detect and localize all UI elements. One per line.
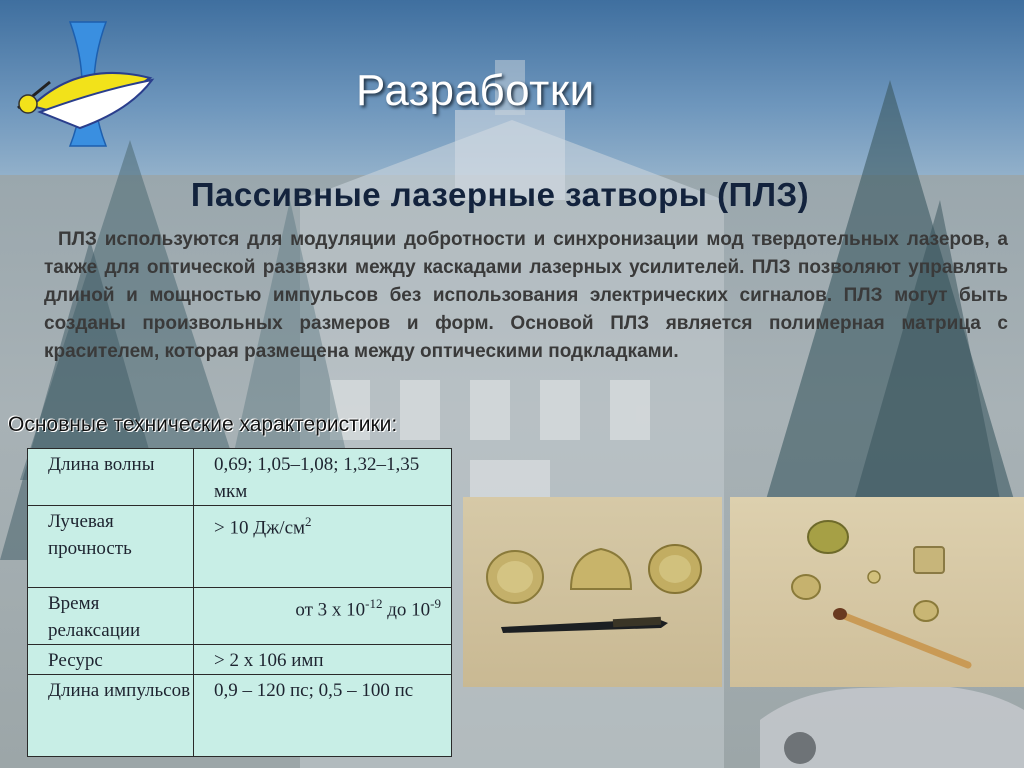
spec-value — [194, 506, 452, 588]
spec-value-sup: -9 — [430, 596, 441, 611]
table-row — [28, 588, 452, 645]
spec-label: Длина волны — [28, 449, 194, 506]
spec-value-text: от 3 х 10 — [295, 599, 366, 621]
slide-subtitle: Пассивные лазерные затворы (ПЛЗ) — [190, 176, 810, 213]
spec-label: Лучевая прочность — [28, 506, 194, 588]
spec-label: Длина импульсов — [28, 675, 194, 757]
section-heading: Основные технические характеристики: — [8, 413, 398, 436]
spec-value-sup: 2 — [305, 514, 312, 529]
description-paragraph: ПЛЗ используются для модуляции добротности и синхронизации мод твердотельных лазеров, а также для оптической развязки между каскадами лазерных усилителей. ПЛЗ позволяют управлять длиной и мощностью импульсов без использования электрических сигналов. ПЛЗ могут быть созданы произвольных размеров и форм. Основой ПЛЗ является полимерная матрица с красителем, которая размещена между оптическими подкладками. — [44, 229, 1008, 362]
table-row — [28, 675, 452, 757]
table-row — [28, 645, 452, 675]
shutter-samples-with-matchstick-photo — [730, 497, 1024, 687]
spec-value-text: до 10 — [382, 599, 431, 621]
shutter-samples-with-pen-photo — [463, 497, 722, 687]
slide-title: Разработки — [356, 66, 595, 115]
spec-value — [194, 588, 452, 645]
spec-label: Время релаксации — [28, 588, 194, 645]
spec-value: 0,9 – 120 пс; 0,5 – 100 пс — [194, 675, 452, 757]
spec-value-sup: -12 — [365, 596, 383, 611]
table-row — [28, 449, 452, 506]
institute-logo-icon — [10, 20, 160, 150]
spec-value: > 2 х 106 имп — [194, 645, 452, 675]
specs-table — [27, 448, 452, 757]
spec-value-text: > 10 Дж/см — [214, 517, 306, 539]
spec-label: Ресурс — [28, 645, 194, 675]
spec-value: 0,69; 1,05–1,08; 1,32–1,35 мкм — [194, 449, 452, 506]
table-row — [28, 506, 452, 588]
